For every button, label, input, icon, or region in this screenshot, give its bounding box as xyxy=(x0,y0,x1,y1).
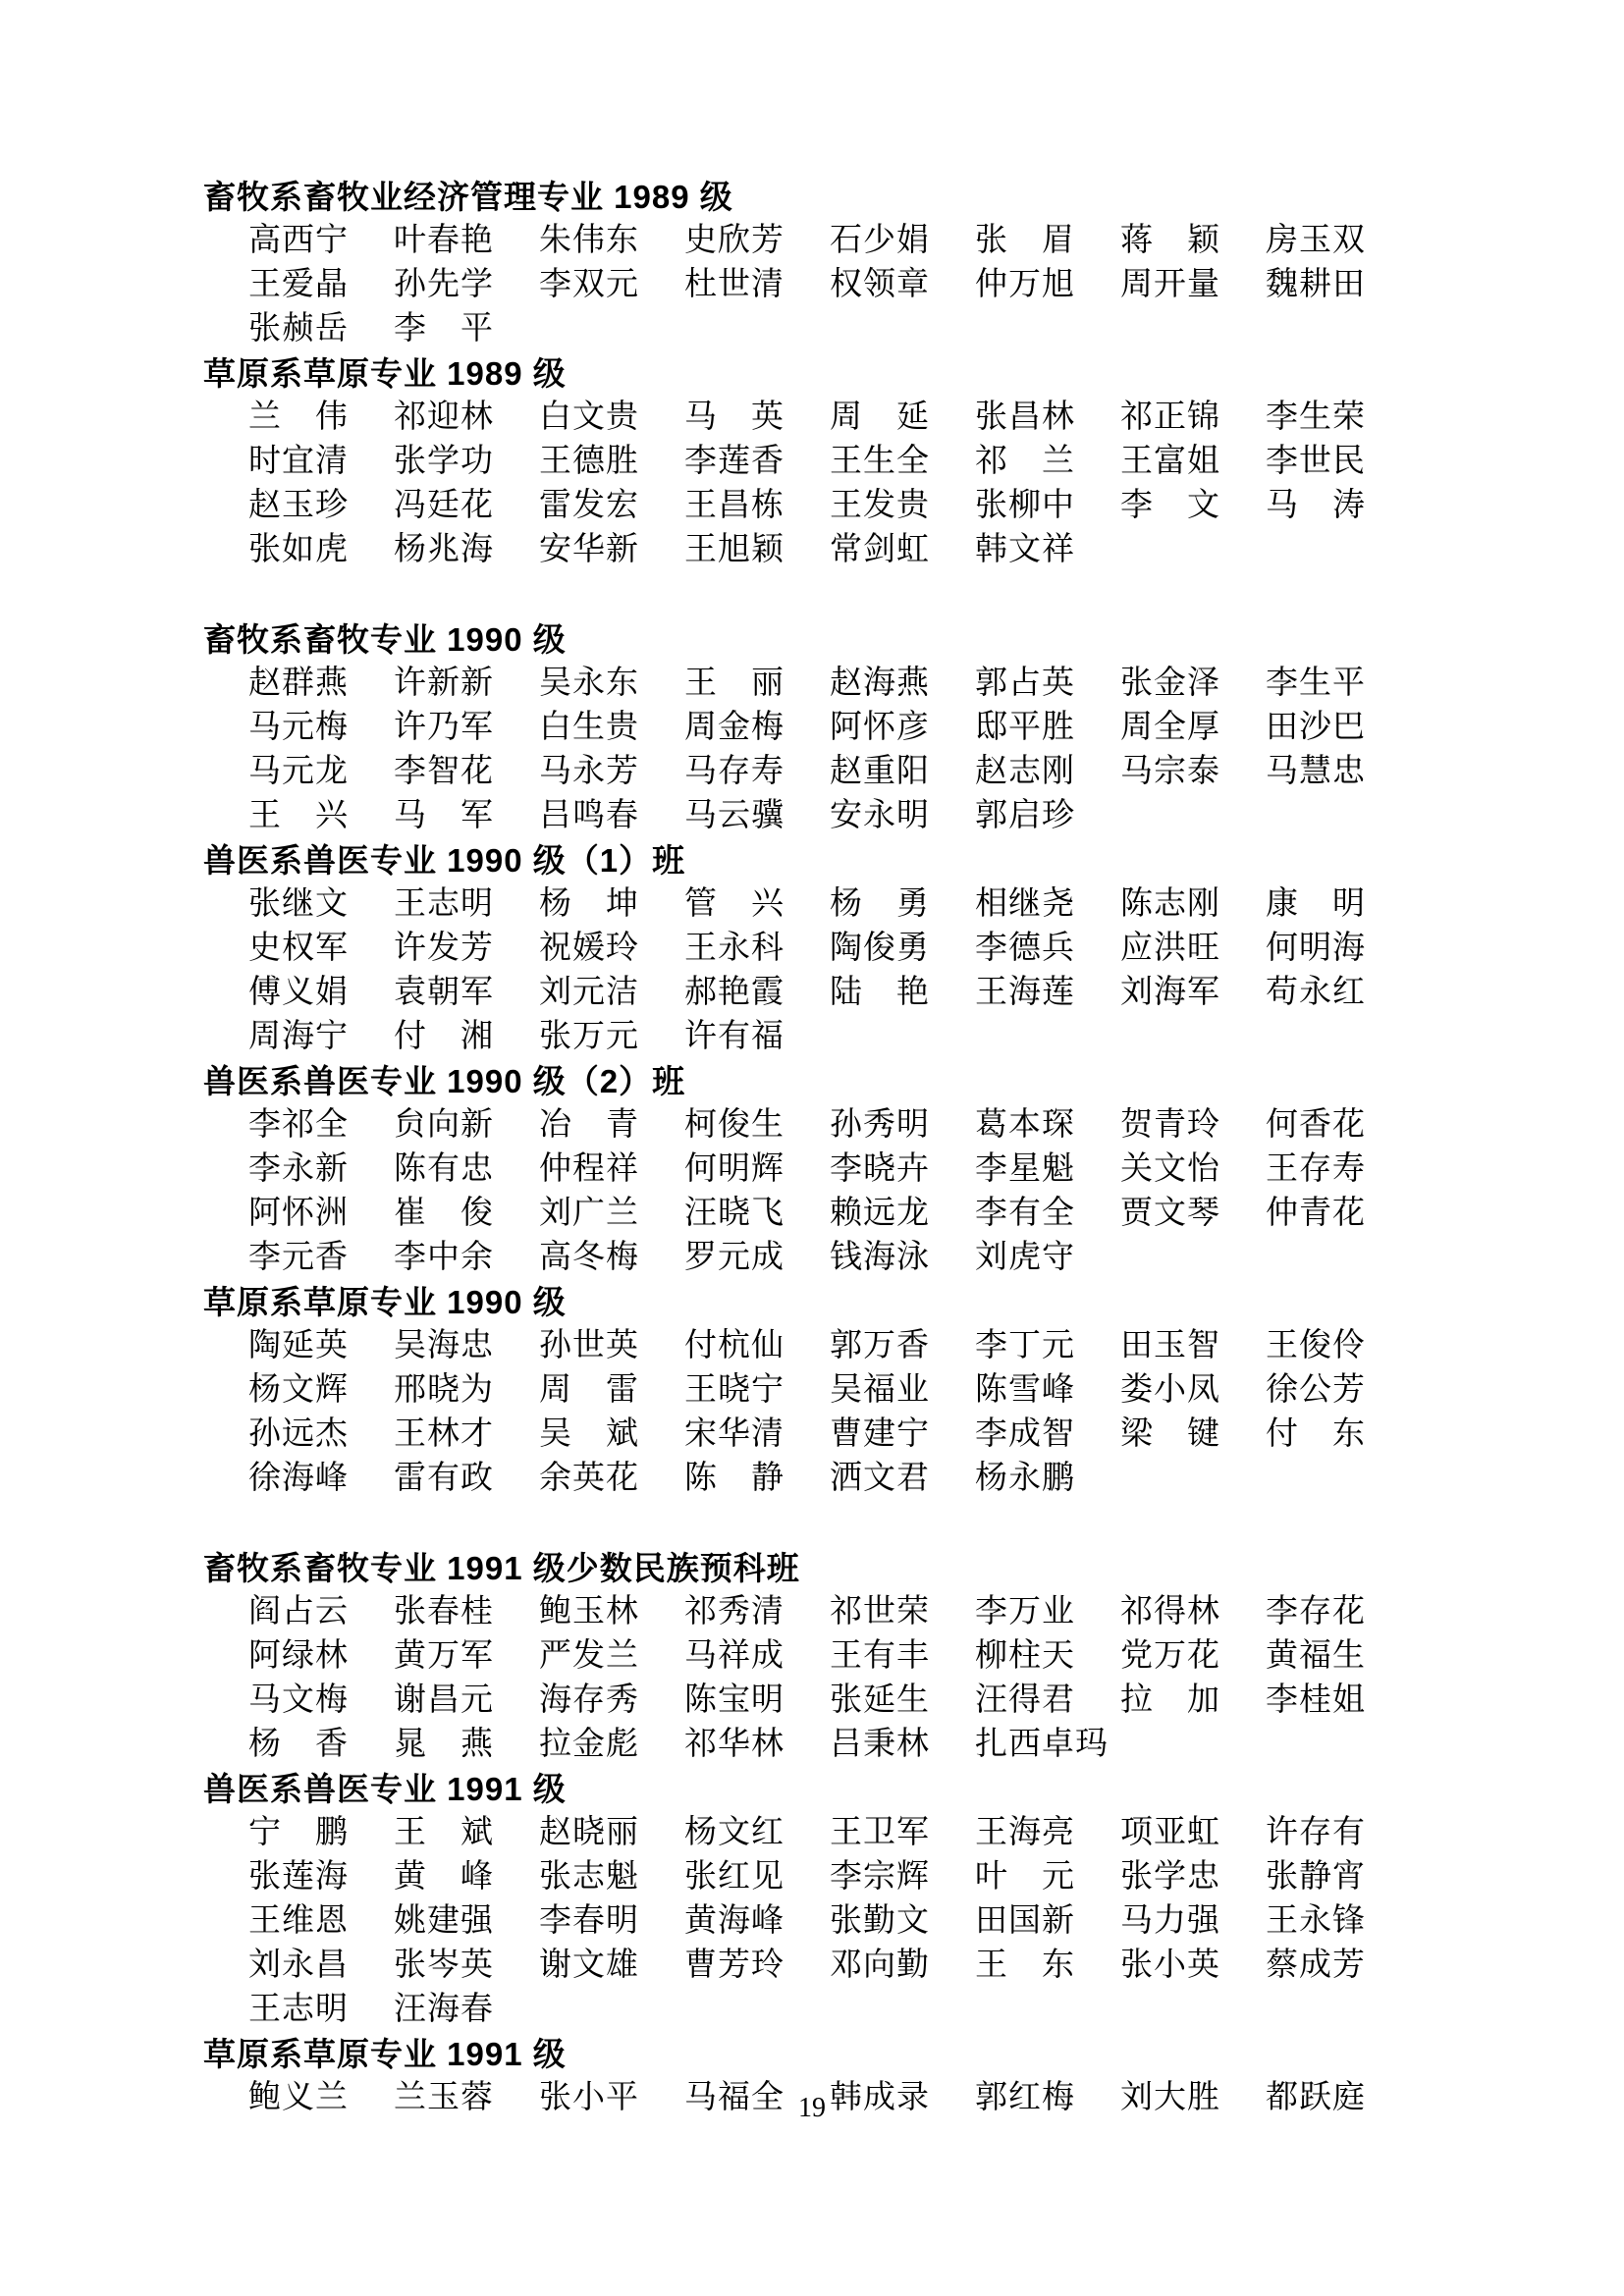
name-row xyxy=(248,1103,1477,1148)
student-name: 杨永鹏 xyxy=(975,1461,1075,1496)
student-name: 王 斌 xyxy=(394,1815,494,1850)
student-name: 陈志刚 xyxy=(1120,886,1220,922)
student-name: 罗元成 xyxy=(684,1240,785,1275)
student-name: 王富姐 xyxy=(1120,444,1220,479)
student-name: 田国新 xyxy=(975,1903,1075,1939)
student-name: 李春明 xyxy=(539,1903,639,1939)
name-row xyxy=(248,750,1477,794)
student-name: 兰玉蓉 xyxy=(394,2080,494,2115)
student-name: 郭万香 xyxy=(830,1328,930,1363)
student-name: 赖远龙 xyxy=(830,1196,930,1231)
student-name: 郭红梅 xyxy=(975,2080,1075,2115)
student-name: 张小英 xyxy=(1120,1948,1220,1983)
student-name: 祝媛玲 xyxy=(539,931,639,966)
student-name: 谢昌元 xyxy=(394,1682,494,1718)
section-heading: 畜牧系畜牧专业 1991 级少数民族预科班 xyxy=(203,1550,800,1586)
class-section xyxy=(203,1767,1477,2032)
student-name: 常剑虹 xyxy=(830,532,930,567)
student-name: 杨 勇 xyxy=(830,886,930,922)
name-row xyxy=(248,882,1477,927)
student-name: 周海宁 xyxy=(248,1019,349,1054)
student-name: 张万元 xyxy=(539,1019,639,1054)
student-name: 汪晓飞 xyxy=(684,1196,785,1231)
student-name: 陆 艳 xyxy=(830,975,930,1010)
name-row xyxy=(248,1236,1477,1280)
student-name: 王卫军 xyxy=(830,1815,930,1850)
student-name: 赵重阳 xyxy=(830,754,930,789)
name-row xyxy=(248,927,1477,971)
student-name: 黄福生 xyxy=(1266,1638,1366,1674)
student-name: 阿怀彦 xyxy=(830,710,930,745)
student-name: 王 丽 xyxy=(684,666,785,701)
student-name: 刘永昌 xyxy=(248,1948,349,1983)
class-section xyxy=(203,1280,1477,1501)
name-row xyxy=(248,1723,1477,1767)
class-section xyxy=(203,175,1477,351)
student-name: 赵志刚 xyxy=(975,754,1075,789)
student-name: 李双元 xyxy=(539,267,639,302)
student-name: 王昌栋 xyxy=(684,488,785,523)
name-row xyxy=(248,1899,1477,1944)
student-name: 谢文雄 xyxy=(539,1948,639,1983)
student-name: 李成智 xyxy=(975,1416,1075,1452)
student-name: 史欣芳 xyxy=(684,223,785,258)
student-name: 黄海峰 xyxy=(684,1903,785,1939)
student-name: 张如虎 xyxy=(248,532,349,567)
student-name: 仲万旭 xyxy=(975,267,1075,302)
student-name: 李万业 xyxy=(975,1594,1075,1629)
student-name: 曹建宁 xyxy=(830,1416,930,1452)
student-name: 都跃庭 xyxy=(1266,2080,1366,2115)
student-name: 孙先学 xyxy=(394,267,494,302)
student-name: 邓向勤 xyxy=(830,1948,930,1983)
student-name: 杨 坤 xyxy=(539,886,639,922)
student-name: 祁秀清 xyxy=(684,1594,785,1629)
student-name: 赵海燕 xyxy=(830,666,930,701)
student-name: 柯俊生 xyxy=(684,1107,785,1143)
student-name: 康 明 xyxy=(1266,886,1366,922)
student-name: 安永明 xyxy=(830,798,930,833)
student-name: 王海亮 xyxy=(975,1815,1075,1850)
student-name: 雷有政 xyxy=(394,1461,494,1496)
student-name: 史权军 xyxy=(248,931,349,966)
student-name: 李世民 xyxy=(1266,444,1366,479)
roster-content xyxy=(203,175,1477,2120)
student-name: 王永锋 xyxy=(1266,1903,1366,1939)
name-row xyxy=(248,484,1477,528)
class-section xyxy=(203,1546,1477,1767)
student-name: 赵晓丽 xyxy=(539,1815,639,1850)
name-row xyxy=(248,794,1477,838)
student-name: 管 兴 xyxy=(684,886,785,922)
student-name: 李德兵 xyxy=(975,931,1075,966)
student-name: 李祁全 xyxy=(248,1107,349,1143)
student-name: 苟永红 xyxy=(1266,975,1366,1010)
student-name: 马宗泰 xyxy=(1120,754,1220,789)
student-name: 王永科 xyxy=(684,931,785,966)
student-name: 祁迎林 xyxy=(394,400,494,435)
student-name: 陈宝明 xyxy=(684,1682,785,1718)
student-name: 许乃军 xyxy=(394,710,494,745)
student-name: 李元香 xyxy=(248,1240,349,1275)
student-name: 王存寿 xyxy=(1266,1151,1366,1187)
name-row xyxy=(248,1811,1477,1855)
student-name: 曹芳玲 xyxy=(684,1948,785,1983)
student-name: 王维恩 xyxy=(248,1903,349,1939)
name-row xyxy=(248,396,1477,440)
student-name: 郭占英 xyxy=(975,666,1075,701)
student-name: 白文贵 xyxy=(539,400,639,435)
student-name: 陈有忠 xyxy=(394,1151,494,1187)
student-name: 黄 峰 xyxy=(394,1859,494,1895)
student-name: 祁正锦 xyxy=(1120,400,1220,435)
student-name: 赵玉珍 xyxy=(248,488,349,523)
class-section xyxy=(203,351,1477,572)
student-name: 相继尧 xyxy=(975,886,1075,922)
student-name: 蔡成芳 xyxy=(1266,1948,1366,1983)
section-heading: 草原系草原专业 1990 级 xyxy=(203,1284,567,1320)
student-name: 张 眉 xyxy=(975,223,1075,258)
student-name: 王生全 xyxy=(830,444,930,479)
name-row xyxy=(248,1192,1477,1236)
student-name: 张柳中 xyxy=(975,488,1075,523)
student-name: 张继文 xyxy=(248,886,349,922)
student-name: 郭启珍 xyxy=(975,798,1075,833)
student-name: 李永新 xyxy=(248,1151,349,1187)
student-name: 应洪旺 xyxy=(1120,931,1220,966)
student-name: 项亚虹 xyxy=(1120,1815,1220,1850)
student-name: 鲍义兰 xyxy=(248,2080,349,2115)
student-name: 魏耕田 xyxy=(1266,267,1366,302)
student-name: 李星魁 xyxy=(975,1151,1075,1187)
student-name: 时宜清 xyxy=(248,444,349,479)
student-name: 党万花 xyxy=(1120,1638,1220,1674)
student-name: 马福全 xyxy=(684,2080,785,2115)
student-name: 李晓卉 xyxy=(830,1151,930,1187)
student-name: 严发兰 xyxy=(539,1638,639,1674)
student-name: 张昌林 xyxy=(975,400,1075,435)
student-name: 王有丰 xyxy=(830,1638,930,1674)
student-name: 郝艳霞 xyxy=(684,975,785,1010)
student-name: 宁 鹏 xyxy=(248,1815,349,1850)
student-name: 马云骥 xyxy=(684,798,785,833)
student-name: 李智花 xyxy=(394,754,494,789)
section-heading: 草原系草原专业 1989 级 xyxy=(203,355,567,392)
student-name: 周开量 xyxy=(1120,267,1220,302)
student-name: 白生贵 xyxy=(539,710,639,745)
student-name: 刘虎守 xyxy=(975,1240,1075,1275)
student-name: 姚建强 xyxy=(394,1903,494,1939)
student-name: 王爱晶 xyxy=(248,267,349,302)
name-row xyxy=(248,1324,1477,1368)
name-row xyxy=(248,1413,1477,1457)
student-name: 权领章 xyxy=(830,267,930,302)
student-name: 田沙巴 xyxy=(1266,710,1366,745)
student-name: 房玉双 xyxy=(1266,223,1366,258)
student-name: 邸平胜 xyxy=(975,710,1075,745)
student-name: 袁朝军 xyxy=(394,975,494,1010)
student-name: 李丁元 xyxy=(975,1328,1075,1363)
student-name: 徐公芳 xyxy=(1266,1372,1366,1408)
student-name: 陶俊勇 xyxy=(830,931,930,966)
student-name: 冯廷花 xyxy=(394,488,494,523)
name-row xyxy=(248,971,1477,1015)
student-name: 阿绿林 xyxy=(248,1638,349,1674)
student-name: 李宗辉 xyxy=(830,1859,930,1895)
student-name: 何明海 xyxy=(1266,931,1366,966)
name-row xyxy=(248,1015,1477,1059)
name-row xyxy=(248,263,1477,307)
section-heading: 畜牧系畜牧专业 1990 级 xyxy=(203,621,567,658)
student-name: 马元梅 xyxy=(248,710,349,745)
name-row xyxy=(248,1368,1477,1413)
student-name: 刘广兰 xyxy=(539,1196,639,1231)
student-name: 田玉智 xyxy=(1120,1328,1220,1363)
student-name: 祁得林 xyxy=(1120,1594,1220,1629)
class-section xyxy=(203,617,1477,838)
student-name: 阿怀洲 xyxy=(248,1196,349,1231)
student-name: 吕秉林 xyxy=(830,1727,930,1762)
student-name: 冶 青 xyxy=(539,1107,639,1143)
section-heading: 兽医系兽医专业 1991 级 xyxy=(203,1771,567,1807)
student-name: 刘海军 xyxy=(1120,975,1220,1010)
student-name: 李莲香 xyxy=(684,444,785,479)
section-heading: 兽医系兽医专业 1990 级（1）班 xyxy=(203,842,686,879)
name-row xyxy=(248,307,1477,351)
student-name: 兰 伟 xyxy=(248,400,349,435)
student-name: 韩成录 xyxy=(830,2080,930,2115)
student-name: 赵群燕 xyxy=(248,666,349,701)
student-name: 高西宁 xyxy=(248,223,349,258)
student-name: 张延生 xyxy=(830,1682,930,1718)
student-name: 吴永东 xyxy=(539,666,639,701)
student-name: 马永芳 xyxy=(539,754,639,789)
student-name: 马慧忠 xyxy=(1266,754,1366,789)
student-name: 王发贵 xyxy=(830,488,930,523)
name-row xyxy=(248,1457,1477,1501)
student-name: 崔 俊 xyxy=(394,1196,494,1231)
student-name: 付 湘 xyxy=(394,1019,494,1054)
student-name: 李 文 xyxy=(1120,488,1220,523)
page-number: 19 xyxy=(798,2093,826,2123)
student-name: 陈雪峰 xyxy=(975,1372,1075,1408)
student-name: 李 平 xyxy=(394,311,494,347)
student-name: 汪得君 xyxy=(975,1682,1075,1718)
section-heading: 畜牧系畜牧业经济管理专业 1989 级 xyxy=(203,179,733,215)
student-name: 邢晓为 xyxy=(394,1372,494,1408)
name-row xyxy=(248,528,1477,572)
student-name: 杨兆海 xyxy=(394,532,494,567)
student-name: 马存寿 xyxy=(684,754,785,789)
name-row xyxy=(248,706,1477,750)
student-name: 杜世清 xyxy=(684,267,785,302)
student-name: 孙世英 xyxy=(539,1328,639,1363)
student-name: 关文怡 xyxy=(1120,1151,1220,1187)
student-name: 张学功 xyxy=(394,444,494,479)
student-name: 张岑英 xyxy=(394,1948,494,1983)
student-name: 吴福业 xyxy=(830,1372,930,1408)
student-name: 李有全 xyxy=(975,1196,1075,1231)
section-heading: 兽医系兽医专业 1990 级（2）班 xyxy=(203,1063,686,1099)
student-name: 马文梅 xyxy=(248,1682,349,1718)
student-name: 鲍玉林 xyxy=(539,1594,639,1629)
student-name: 孙秀明 xyxy=(830,1107,930,1143)
student-name: 陶延英 xyxy=(248,1328,349,1363)
student-name: 朱伟东 xyxy=(539,223,639,258)
student-name: 叶春艳 xyxy=(394,223,494,258)
name-row xyxy=(248,1988,1477,2032)
student-name: 贺青玲 xyxy=(1120,1107,1220,1143)
student-name: 安华新 xyxy=(539,532,639,567)
student-name: 何香花 xyxy=(1266,1107,1366,1143)
class-section xyxy=(203,838,1477,1059)
student-name: 周全厚 xyxy=(1120,710,1220,745)
name-row xyxy=(248,662,1477,706)
class-section xyxy=(203,1059,1477,1280)
student-name: 叶 元 xyxy=(975,1859,1075,1895)
student-name: 黄万军 xyxy=(394,1638,494,1674)
student-name: 马元龙 xyxy=(248,754,349,789)
student-name: 王旭颖 xyxy=(684,532,785,567)
student-name: 雷发宏 xyxy=(539,488,639,523)
student-name: 蒋 颖 xyxy=(1120,223,1220,258)
student-name: 韩文祥 xyxy=(975,532,1075,567)
name-row xyxy=(248,440,1477,484)
student-name: 王晓宁 xyxy=(684,1372,785,1408)
sections xyxy=(203,175,1477,2120)
student-name: 杨 香 xyxy=(248,1727,349,1762)
name-row xyxy=(248,1148,1477,1192)
student-name: 张春桂 xyxy=(394,1594,494,1629)
student-name: 梁 键 xyxy=(1120,1416,1220,1452)
name-row xyxy=(248,1590,1477,1634)
student-name: 柳柱天 xyxy=(975,1638,1075,1674)
student-name: 王俊伶 xyxy=(1266,1328,1366,1363)
student-name: 王 东 xyxy=(975,1948,1075,1983)
student-name: 张勤文 xyxy=(830,1903,930,1939)
student-name: 许新新 xyxy=(394,666,494,701)
student-name: 刘大胜 xyxy=(1120,2080,1220,2115)
student-name: 拉金彪 xyxy=(539,1727,639,1762)
student-name: 许有福 xyxy=(684,1019,785,1054)
student-name: 何明辉 xyxy=(684,1151,785,1187)
student-name: 杨文红 xyxy=(684,1815,785,1850)
student-name: 王德胜 xyxy=(539,444,639,479)
student-name: 晁 燕 xyxy=(394,1727,494,1762)
name-row xyxy=(248,1679,1477,1723)
student-name: 张学忠 xyxy=(1120,1859,1220,1895)
student-name: 高冬梅 xyxy=(539,1240,639,1275)
student-name: 刘元洁 xyxy=(539,975,639,1010)
student-name: 许存有 xyxy=(1266,1815,1366,1850)
student-name: 李存花 xyxy=(1266,1594,1366,1629)
name-row xyxy=(248,1634,1477,1679)
student-name: 张红见 xyxy=(684,1859,785,1895)
student-name: 马祥成 xyxy=(684,1638,785,1674)
student-name: 汪海春 xyxy=(394,1992,494,2027)
student-name: 扎西卓玛 xyxy=(975,1727,1109,1762)
student-name: 周 延 xyxy=(830,400,930,435)
student-name: 钱海泳 xyxy=(830,1240,930,1275)
name-row xyxy=(248,1944,1477,1988)
student-name: 徐海峰 xyxy=(248,1461,349,1496)
student-name: 张志魁 xyxy=(539,1859,639,1895)
student-name: 李生荣 xyxy=(1266,400,1366,435)
student-name: 余英花 xyxy=(539,1461,639,1496)
student-name: 王志明 xyxy=(394,886,494,922)
student-name: 海存秀 xyxy=(539,1682,639,1718)
student-name: 付 东 xyxy=(1266,1416,1366,1452)
name-row xyxy=(248,1855,1477,1899)
student-name: 宋华清 xyxy=(684,1416,785,1452)
student-name: 阎占云 xyxy=(248,1594,349,1629)
section-heading: 草原系草原专业 1991 级 xyxy=(203,2036,567,2072)
student-name: 马力强 xyxy=(1120,1903,1220,1939)
student-name: 周 雷 xyxy=(539,1372,639,1408)
student-name: 祁华林 xyxy=(684,1727,785,1762)
student-name: 傅义娟 xyxy=(248,975,349,1010)
student-name: 李中余 xyxy=(394,1240,494,1275)
student-name: 陈 静 xyxy=(684,1461,785,1496)
student-name: 张静宵 xyxy=(1266,1859,1366,1895)
student-name: 仲程祥 xyxy=(539,1151,639,1187)
student-name: 马 涛 xyxy=(1266,488,1366,523)
student-name: 洒文君 xyxy=(830,1461,930,1496)
student-name: 李桂姐 xyxy=(1266,1682,1366,1718)
student-name: 许发芳 xyxy=(394,931,494,966)
student-name: 马 英 xyxy=(684,400,785,435)
student-name: 王林才 xyxy=(394,1416,494,1452)
student-name: 张金泽 xyxy=(1120,666,1220,701)
student-name: 张莲海 xyxy=(248,1859,349,1895)
student-name: 孙远杰 xyxy=(248,1416,349,1452)
student-name: 付杭仙 xyxy=(684,1328,785,1363)
student-name: 张小平 xyxy=(539,2080,639,2115)
student-name: 吕鸣春 xyxy=(539,798,639,833)
student-name: 娄小凤 xyxy=(1120,1372,1220,1408)
student-name: 王志明 xyxy=(248,1992,349,2027)
student-name: 王 兴 xyxy=(248,798,349,833)
student-name: 祁 兰 xyxy=(975,444,1075,479)
student-name: 张赪岳 xyxy=(248,311,349,347)
student-name: 马 军 xyxy=(394,798,494,833)
name-row xyxy=(248,219,1477,263)
student-name: 仲青花 xyxy=(1266,1196,1366,1231)
student-name: 王海莲 xyxy=(975,975,1075,1010)
student-name: 李生平 xyxy=(1266,666,1366,701)
student-name: 杨文辉 xyxy=(248,1372,349,1408)
student-name: 吴 斌 xyxy=(539,1416,639,1452)
student-name: 葛本琛 xyxy=(975,1107,1075,1143)
student-name: 拉 加 xyxy=(1120,1682,1220,1718)
student-name: 石少娟 xyxy=(830,223,930,258)
student-name: 祁世荣 xyxy=(830,1594,930,1629)
student-name: 周金梅 xyxy=(684,710,785,745)
student-name: 贠向新 xyxy=(394,1107,494,1143)
student-name: 贾文琴 xyxy=(1120,1196,1220,1231)
student-name: 吴海忠 xyxy=(394,1328,494,1363)
